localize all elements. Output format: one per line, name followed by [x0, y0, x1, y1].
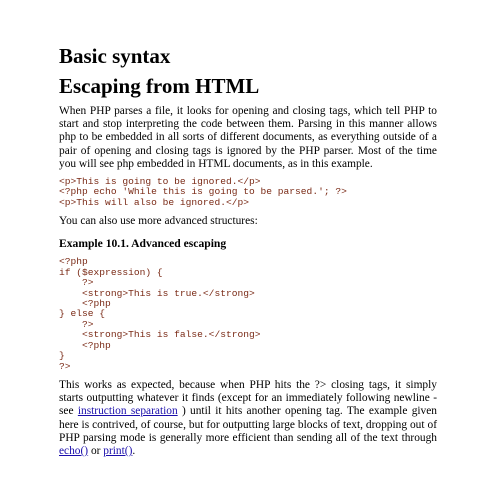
code-line: ?>	[59, 277, 94, 289]
code-line: <?php	[59, 298, 111, 310]
print-link[interactable]: print()	[103, 444, 133, 457]
closing-text-part1: This works as expected, because when PHP hits the ?> closing tags, it simply starts outputting whatever it finds (except for an immediately following newline - see	[59, 378, 437, 418]
code-line: if ($expression) {	[59, 266, 163, 278]
code-line: <?php	[59, 339, 111, 351]
code-line: ?>	[59, 318, 94, 330]
echo-link[interactable]: echo()	[59, 444, 89, 457]
advanced-intro-paragraph: You can also use more advanced structures:	[59, 215, 258, 228]
closing-text-part3: or	[88, 444, 104, 457]
instruction-separation-link[interactable]: instruction separation	[77, 405, 178, 418]
code-line: <?php	[59, 256, 88, 268]
code-line: } else {	[59, 308, 106, 320]
document-page	[59, 44, 437, 458]
closing-text-part4: .	[132, 444, 136, 457]
code-line: ?>	[59, 360, 71, 372]
example-title: Example 10.1. Advanced escaping	[59, 237, 227, 251]
code-line: <strong>This is true.</strong>	[59, 287, 255, 299]
code-block-advanced	[59, 257, 437, 371]
code-line: <p>This is going to be ignored.</p>	[59, 176, 261, 188]
code-line: <strong>This is false.</strong>	[59, 329, 261, 341]
closing-text-part2: ) until it hits another opening tag. The example given here is contrived, of course, but for outputting large blocks of text, dropping out of PHP parsing mode is generally more efficient than sending all of the text through	[59, 405, 437, 444]
code-line: <p>This will also be ignored.</p>	[59, 196, 249, 208]
section-title: Escaping from HTML	[59, 74, 260, 98]
closing-paragraph	[59, 379, 437, 458]
code-block-simple	[59, 177, 437, 208]
code-line: <?php echo 'While this is going to be parsed.'; ?>	[59, 186, 347, 198]
page-title: Basic syntax	[59, 44, 171, 68]
code-line: }	[59, 350, 65, 362]
intro-paragraph: When PHP parses a file, it looks for opening and closing tags, which tell PHP to start and stop interpreting the code between them. Parsing in this manner allows php to be embedded in all sorts of different documents, as everything outside of a pair of opening and closing tags is ignored by the PHP parser. Most of the time you will see php embedded in HTML documents, as in this example.	[59, 105, 437, 170]
